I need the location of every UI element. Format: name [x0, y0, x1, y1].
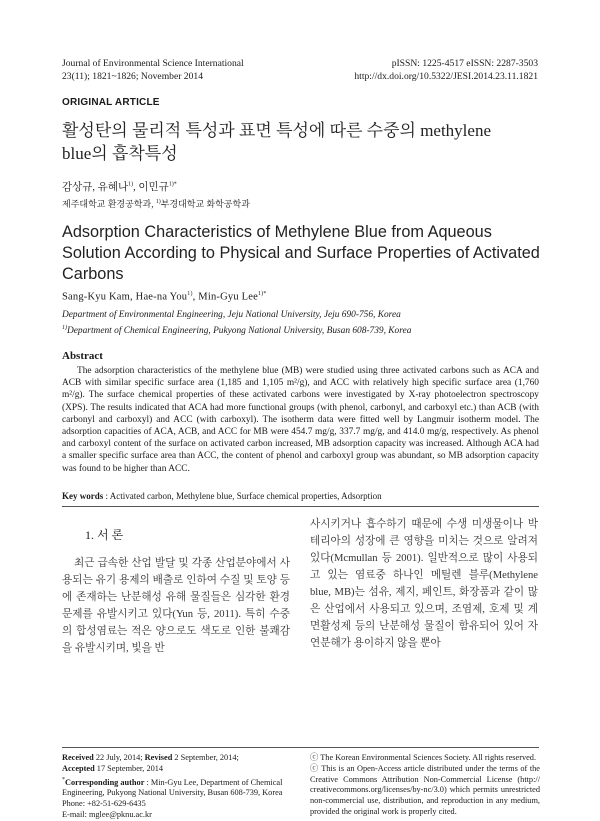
korean-title-line-2: blue의 흡착특성	[62, 144, 178, 163]
korean-author-names-2: , 이민규	[133, 182, 169, 193]
accepted-date: 17 September, 2014	[94, 763, 164, 773]
journal-name: Journal of Environmental Science International	[62, 58, 244, 69]
license-notice: ⓒ This is an Open-Access article distributed under the terms of the Creative Commons Attribution Non-Commercial License (http:// creativecommons.org/licenses/by-nc/3.0) which permits unrestricted non-commercial use, distribution, and reproduction in any medium, provided the original work is properly cited.	[310, 763, 540, 816]
korean-title-line-1: 활성탄의 물리적 특성과 표면 특성에 따른 수중의 methylene	[62, 121, 491, 140]
english-authors	[62, 291, 267, 303]
journal-header	[62, 57, 244, 83]
dates-line	[62, 753, 292, 764]
keywords-text: : Activated carbon, Methylene blue, Surface chemical properties, Adsorption	[103, 491, 382, 501]
intro-left-column: 최근 급속한 산업 발달 및 각종 산업분야에서 사용되는 유기 용제의 배출로 인하여 수질 및 토양 등에 존재하는 난분해성 유해 물질들은 심각한 환경 문제를 유발시키고 있다(Yun 등, 2011). 특히 수중의 합성염료는 적은 양으로도 색도로 인한 불쾌감을 유발시키며, 빛을 반	[62, 558, 290, 654]
footer-license	[310, 753, 540, 818]
received-label: Received	[62, 753, 94, 762]
journal-identifiers	[354, 57, 538, 83]
accepted-label: Accepted	[62, 763, 95, 773]
journal-issue: 23(11); 1821~1826; November 2014	[62, 71, 203, 82]
english-title-line-3: Carbons	[62, 265, 124, 283]
phone: Phone: +82-51-629-6435	[62, 798, 146, 808]
korean-affiliation	[62, 197, 250, 210]
keywords-label: Key words	[62, 491, 104, 501]
copyright-notice: ⓒ The Korean Environmental Sciences Society. All rights reserved.	[310, 753, 537, 762]
english-title	[62, 222, 542, 285]
english-author-sup-2: 1)*	[257, 291, 267, 297]
korean-authors	[62, 179, 177, 194]
english-title-line-2: Solution According to Physical and Surface Properties of Activated	[62, 244, 540, 262]
korean-affiliation-1: 제주대학교 환경공학과,	[62, 199, 154, 209]
abstract-divider	[62, 506, 539, 507]
intro-right-column: 사시키거나 흡수하기 때문에 수생 미생물이나 박테리아의 성장에 큰 영향을 미치는 것으로 알려져 있다(Mcmullan 등 2001). 일반적으로 많이 사용되고 있는 염료중 하나인 메틸렌 블루(Methylene blue, MB)는 섬유, 제지, 페인트, 화장품과 같이 많은 산업에서 사용되고 있으며, 조염제, 호제 및 계면활성제 등의 난분해성 물질이 함유되어 있어 자연분해가 용이하지 않을 뿐아	[310, 519, 538, 649]
korean-affiliation-sup: 1)	[155, 199, 161, 205]
english-author-names: Sang-Kyu Kam, Hae-na You	[62, 291, 188, 303]
corresponding-author-text: : Min-Gyu Lee, Department of Chemical Engineering, Pukyong National University, Busan 608-739, Korea	[62, 777, 283, 798]
korean-title	[62, 119, 538, 165]
footer-dates-correspondence	[62, 753, 292, 821]
korean-author-sup-2: 1)*	[168, 181, 177, 188]
keywords	[62, 491, 382, 501]
abstract-heading: Abstract	[62, 350, 103, 362]
korean-affiliation-2: 부경대학교 화학공학과	[160, 199, 250, 209]
korean-author-names: 감상규, 유혜나	[62, 182, 129, 193]
revised-date: 2 September, 2014;	[172, 753, 239, 762]
english-affiliation-2-sup: 1)	[62, 325, 67, 331]
korean-author-sup: 1)	[128, 181, 134, 188]
corresponding-author-label: Corresponding author	[65, 777, 145, 787]
issn: pISSN: 1225-4517 eISSN: 2287-3503	[391, 58, 538, 69]
english-author-sup: 1)	[187, 291, 193, 297]
english-affiliation-1: Department of Environmental Engineering, Jeju National University, Jeju 690-756, Korea	[62, 310, 401, 320]
email[interactable]: E-mail: mglee@pknu.ac.kr	[62, 809, 152, 819]
english-affiliation-2: Department of Chemical Engineering, Pukyong National University, Busan 608-739, Korea	[67, 326, 412, 337]
article-type: ORIGINAL ARTICLE	[62, 97, 160, 108]
accepted-line	[62, 764, 292, 775]
corresponding-author: *Corresponding author : Min-Gyu Lee, Department of Chemical Engineering, Pukyong National University, Busan 608-739, Korea	[62, 776, 283, 798]
footer-divider	[62, 747, 539, 748]
received-date: 22 July, 2014;	[93, 753, 145, 762]
revised-label: Revised	[144, 753, 173, 762]
section-heading-introduction: 1. 서 론	[85, 528, 124, 542]
abstract-text: The adsorption characteristics of the methylene blue (MB) were studied using three activated carbons such as ACA and ACB with similar specific surface area (1,185 and 1,105 m²/g), and ACC with relatively high specific surface area (1,760 m²/g). The surface chemical properties of these activated carbons were investigated by X-ray photoelectron spectroscopy (XPS). The results indicated that ACA had more functional groups (with phenol, carbonyl, and carboxyl etc.) than ACB (with carbonyl and carboxyl) and ACC (with carboxyl). The isotherm data were fitted well by Langmuir isotherm model. The adsorption capacities of ACA, ACB, and ACC for MB were 454.7 mg/g, 337.7 mg/g, and 414.0 mg/g, respectively. As phenol and carboxyl content of the surface on activated carbon increased, MB adsorption capacity was increased. Although ACA had a smaller specific surface area than ACC, the content of phenol and carboxyl group was abundant, so MB adsorption capacity was found to be higher than ACC.	[62, 366, 539, 474]
doi-link[interactable]: http://dx.doi.org/10.5322/JESI.2014.23.11.1821	[354, 71, 538, 82]
english-affiliation-2-line	[62, 322, 411, 337]
english-author-names-2: , Min-Gyu Lee	[192, 291, 258, 303]
english-title-line-1: Adsorption Characteristics of Methylene Blue from Aqueous	[62, 223, 492, 241]
